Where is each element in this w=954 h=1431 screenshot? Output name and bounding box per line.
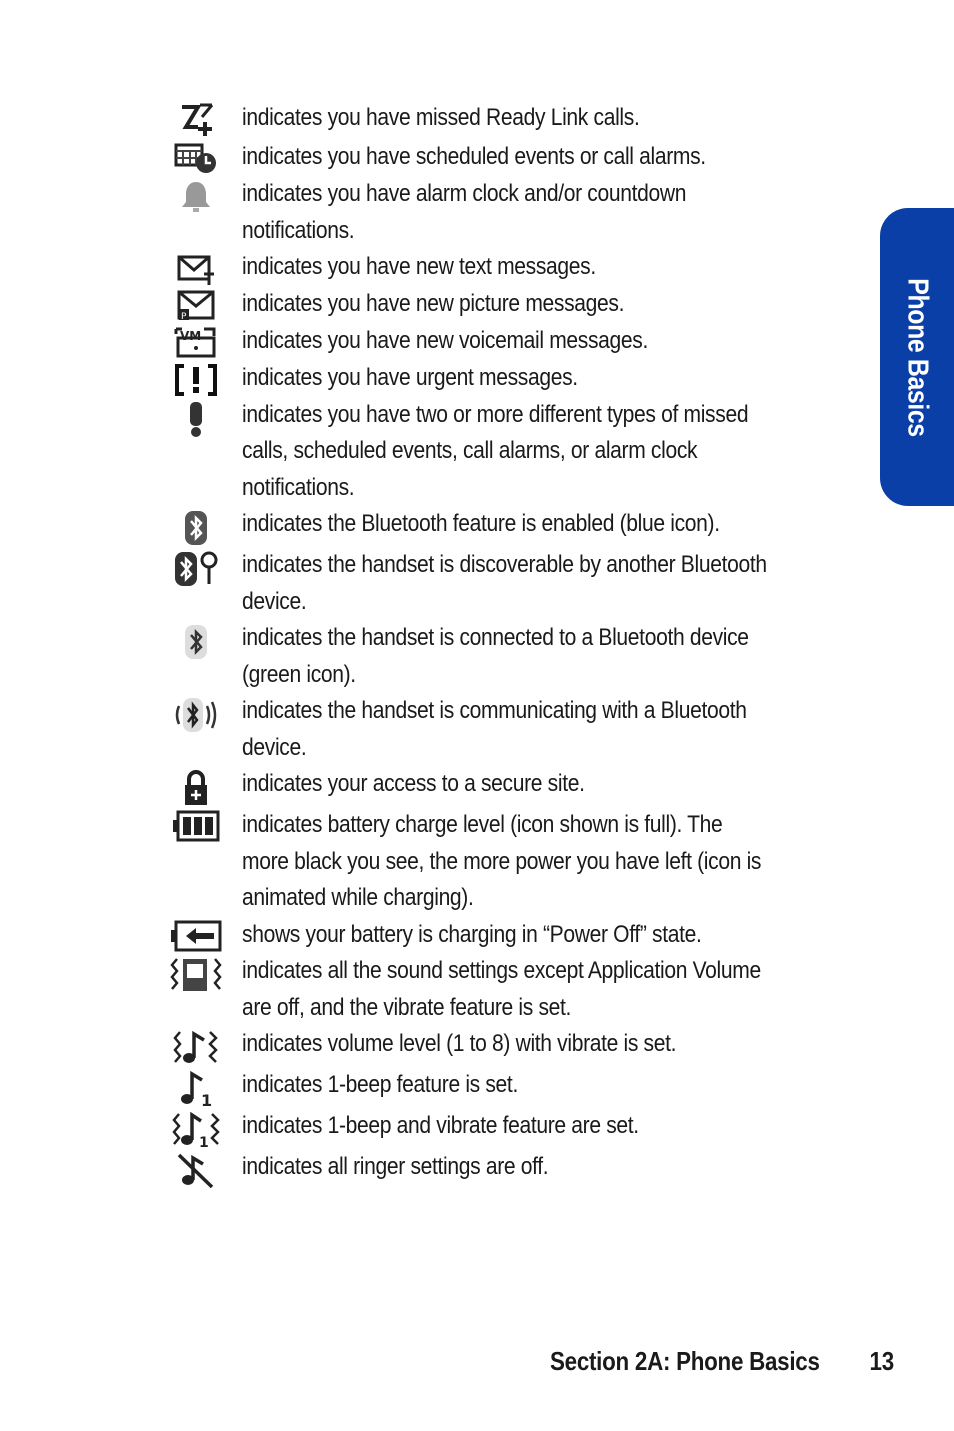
- urgent-message-icon: [174, 363, 218, 397]
- svg-text:1: 1: [201, 1091, 213, 1108]
- item-description: indicates the handset is discoverable by another Bluetooth device.: [242, 551, 767, 615]
- alarm-bell-icon: [179, 179, 213, 215]
- list-item: [150, 397, 860, 507]
- list-item: [150, 249, 860, 286]
- list-item: [150, 547, 860, 620]
- list-item: [150, 1026, 860, 1067]
- exclamation-icon: [184, 400, 208, 438]
- one-beep-icon: [178, 1070, 214, 1108]
- scheduled-event-icon: [174, 142, 218, 176]
- list-item: [150, 693, 860, 766]
- list-item: [150, 360, 860, 397]
- item-description: indicates volume level (1 to 8) with vibrate is set.: [242, 1030, 677, 1057]
- item-description: indicates the handset is communicating with a Bluetooth device.: [242, 697, 747, 761]
- list-item: [150, 807, 860, 917]
- voicemail-icon: [174, 326, 218, 358]
- vibrate-only-icon: [169, 956, 223, 994]
- bluetooth-discoverable-icon: [173, 550, 219, 588]
- svg-text:1: 1: [199, 1135, 209, 1149]
- list-item: [150, 620, 860, 693]
- bluetooth-enabled-icon: [183, 509, 209, 547]
- page-footer: [550, 1346, 894, 1377]
- item-description: indicates you have new picture messages.: [242, 290, 625, 317]
- side-tab-label: Phone Basics: [901, 277, 934, 437]
- page-number: 13: [869, 1346, 894, 1376]
- battery-full-icon: [172, 810, 220, 842]
- item-description: indicates you have missed Ready Link calls.: [242, 104, 640, 131]
- list-item: [150, 1067, 860, 1108]
- list-item: [150, 139, 860, 176]
- text-message-icon: [176, 252, 216, 286]
- item-description: indicates 1-beep feature is set.: [242, 1071, 518, 1098]
- item-description: indicates you have urgent messages.: [242, 363, 578, 391]
- item-description: indicates your access to a secure site.: [242, 770, 585, 797]
- list-item: [150, 506, 860, 547]
- item-description: indicates you have scheduled events or call alarms.: [242, 143, 706, 170]
- icon-legend-list: [150, 100, 860, 1190]
- svg-text:P: P: [181, 312, 187, 322]
- item-description: indicates you have new voicemail messages.: [242, 327, 649, 354]
- volume-vibrate-icon: [172, 1029, 220, 1067]
- list-item: [150, 953, 860, 1026]
- list-item: [150, 1149, 860, 1190]
- item-description: shows your battery is charging in “Power Off” state.: [242, 920, 702, 948]
- missed-ready-link-icon: [176, 103, 216, 139]
- item-description: indicates all the sound settings except Application Volume are off, and the vibrate feature is set.: [242, 957, 761, 1021]
- list-item: [150, 100, 860, 139]
- item-description: indicates battery charge level (icon shown is full). The more black you see, the more power you have left (icon is animated while charging).: [242, 811, 762, 911]
- bluetooth-communicating-icon: [173, 696, 219, 734]
- section-side-tab: [880, 208, 954, 506]
- svg-text:VM: VM: [180, 329, 202, 343]
- battery-charging-icon: [170, 920, 222, 952]
- item-description: indicates the Bluetooth feature is enabled (blue icon).: [242, 510, 720, 537]
- footer-section-title: Section 2A: Phone Basics: [550, 1346, 820, 1376]
- list-item: [150, 917, 860, 954]
- item-description: indicates you have two or more different types of missed calls, scheduled events, call alarms, or alarm clock notifications.: [242, 400, 749, 501]
- item-description: indicates you have alarm clock and/or countdown notifications.: [242, 180, 687, 244]
- bluetooth-connected-icon: [183, 623, 209, 661]
- item-description: indicates all ringer settings are off.: [242, 1153, 549, 1180]
- list-item: [150, 323, 860, 360]
- list-item: [150, 766, 860, 807]
- item-description: indicates you have new text messages.: [242, 253, 596, 280]
- lock-icon: [182, 769, 210, 807]
- list-item: [150, 286, 860, 323]
- one-beep-vibrate-icon: [171, 1111, 221, 1149]
- list-item: [150, 176, 860, 249]
- list-item: [150, 1108, 860, 1149]
- item-description: indicates 1-beep and vibrate feature are set.: [242, 1112, 639, 1139]
- picture-message-icon: [176, 289, 216, 323]
- ringer-off-icon: [176, 1152, 216, 1190]
- item-description: indicates the handset is connected to a Bluetooth device (green icon).: [242, 624, 749, 688]
